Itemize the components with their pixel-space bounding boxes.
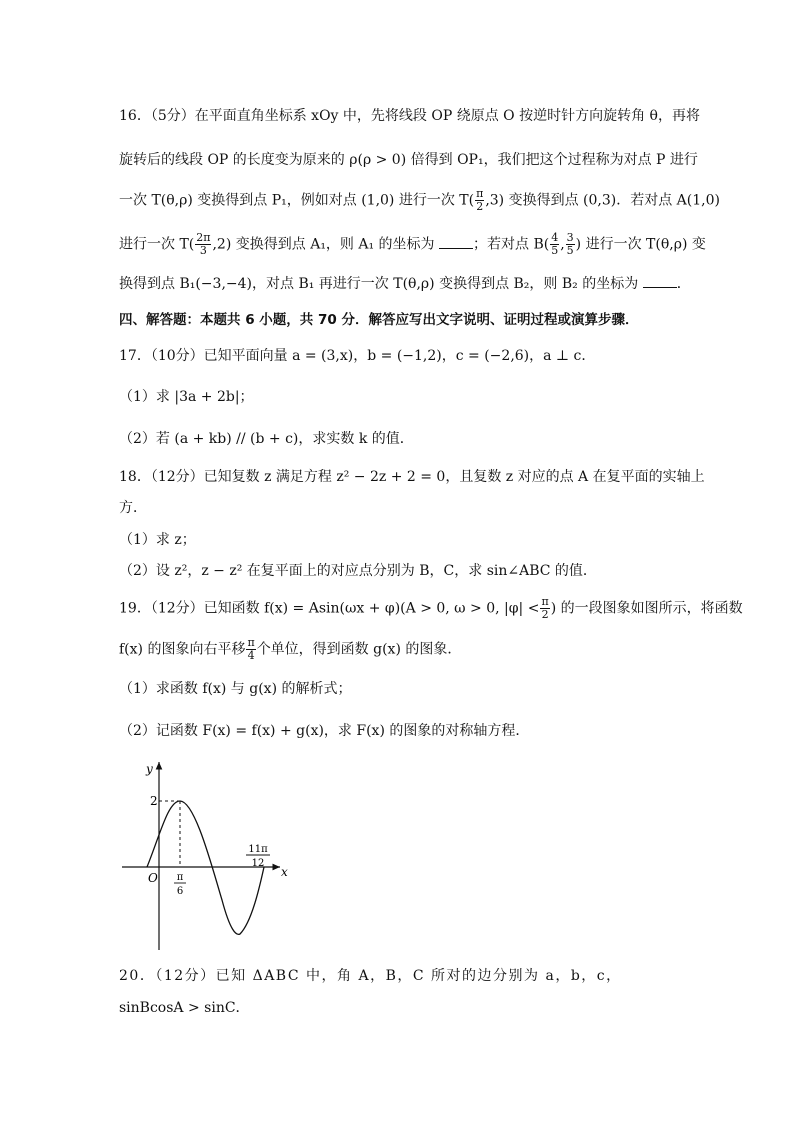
q16-line5-part-b: ． — [676, 276, 691, 292]
tick2-numerator: 11π — [248, 844, 268, 855]
q20-line1: 20．（12分）已知 ΔABC 中，角 A，B，C 所对的边分别为 a，b，c， — [119, 968, 622, 984]
tick1-numerator: π — [176, 872, 184, 883]
max-value-label: 2 — [150, 794, 158, 808]
q16-line5-part-a: 换得到点 B₁(−3,−4)，对点 B₁ 再进行一次 T(θ,ρ) 变换得到点 B₂，则 B₂ 的坐标为 — [119, 276, 639, 292]
q16-line2: 旋转后的线段 OP 的长度变为原来的 ρ(ρ > 0) 倍得到 OP₁，我们把这个过程称为对点 P 进行 — [119, 152, 698, 168]
tick2-denominator: 12 — [251, 858, 265, 869]
q17-stem: 17．（10分）已知平面向量 a = (3,x)，b = (−1,2)，c = (−2,6)，a ⊥ c． — [119, 348, 596, 364]
q19-stem-frac: $\frac{\pi}{2}$ — [541, 595, 549, 621]
q19-stem2-part-b: 个单位，得到函数 g(x) 的图象． — [256, 641, 462, 658]
q19-stem — [119, 596, 743, 621]
q16-line1: 16．（5分）在平面直角坐标系 xOy 中，先将线段 OP 绕原点 O 按逆时针方向旋转角 θ，再将 — [119, 108, 700, 124]
q19-stem2-frac: $\frac{\pi}{4}$ — [247, 636, 255, 662]
q19-part1: （1）求函数 f(x) 与 g(x) 的解析式； — [119, 681, 352, 697]
q19-stem2-part-a: f(x) 的图象向右平移 — [119, 641, 246, 658]
answer-blank-2[interactable] — [643, 275, 677, 288]
q16-line4-part-d: , — [560, 236, 565, 253]
y-axis-label: y — [146, 762, 153, 776]
q16-line4-part-e: ) 进行一次 T(θ,ρ) 变 — [575, 236, 706, 253]
q18-stem: 18．（12分）已知复数 z 满足方程 z² − 2z + 2 = 0，且复数 z 对应的点 A 在复平面的实轴上 — [119, 469, 705, 485]
q17-part2: （2）若 (a + kb) // (b + c)，求实数 k 的值． — [119, 431, 414, 447]
section-four-heading: 四、解答题：本题共 6 小题，共 70 分．解答应写出文字说明、证明过程或演算步骤． — [119, 312, 639, 328]
answer-blank-1[interactable] — [439, 236, 473, 249]
q16-line3-part-b: ,3) 变换得到点 (0,3)．若对点 A(1,0) — [485, 192, 720, 209]
q16-line4-frac3: $\frac{3}{5}$ — [566, 231, 574, 257]
q16-line3-part-a: 一次 T(θ,ρ) 变换得到点 P₁，例如对点 (1,0) 进行一次 T( — [119, 192, 475, 209]
q16-line4 — [119, 232, 706, 257]
q16-line4-frac2: $\frac{4}{5}$ — [551, 231, 559, 257]
q18-part2: （2）设 z²，z − z² 在复平面上的对应点分别为 B，C，求 sin∠ABC 的值． — [119, 563, 597, 579]
q18-stem-continued: 方． — [119, 500, 147, 516]
q16-line3-frac: $\frac{\pi}{2}$ — [476, 187, 484, 213]
q19-part2: （2）记函数 F(x) = f(x) + g(x)，求 F(x) 的图象的对称轴方程． — [119, 723, 530, 739]
tick1-denominator: 6 — [176, 886, 184, 897]
q16-line4-frac1: $\frac{2\pi}{3}$ — [196, 231, 211, 257]
q16-line4-part-a: 进行一次 T( — [119, 236, 195, 253]
q16-line4-part-b: ,2) 变换得到点 A₁，则 A₁ 的坐标为 — [212, 236, 435, 253]
q16-line5 — [119, 274, 691, 294]
q19-stem-part-b: ) 的一段图象如图所示，将函数 — [550, 600, 743, 617]
q16-line3 — [119, 188, 720, 213]
q19-stem-line2 — [119, 637, 461, 662]
q19-stem-part-a: 19．（12分）已知函数 f(x) = Asin(ωx + φ)(A > 0, ω > 0, |φ| < — [119, 600, 540, 617]
sine-curve — [147, 801, 264, 934]
q16-line4-part-c: ；若对点 B( — [473, 236, 550, 253]
q17-part1: （1）求 |3a + 2b|； — [119, 389, 254, 405]
origin-label: O — [148, 871, 158, 885]
q20-line2: sinBcosA > sinC． — [119, 1000, 250, 1016]
q18-part1: （1）求 z； — [119, 532, 196, 548]
x-axis-label: x — [281, 865, 288, 879]
